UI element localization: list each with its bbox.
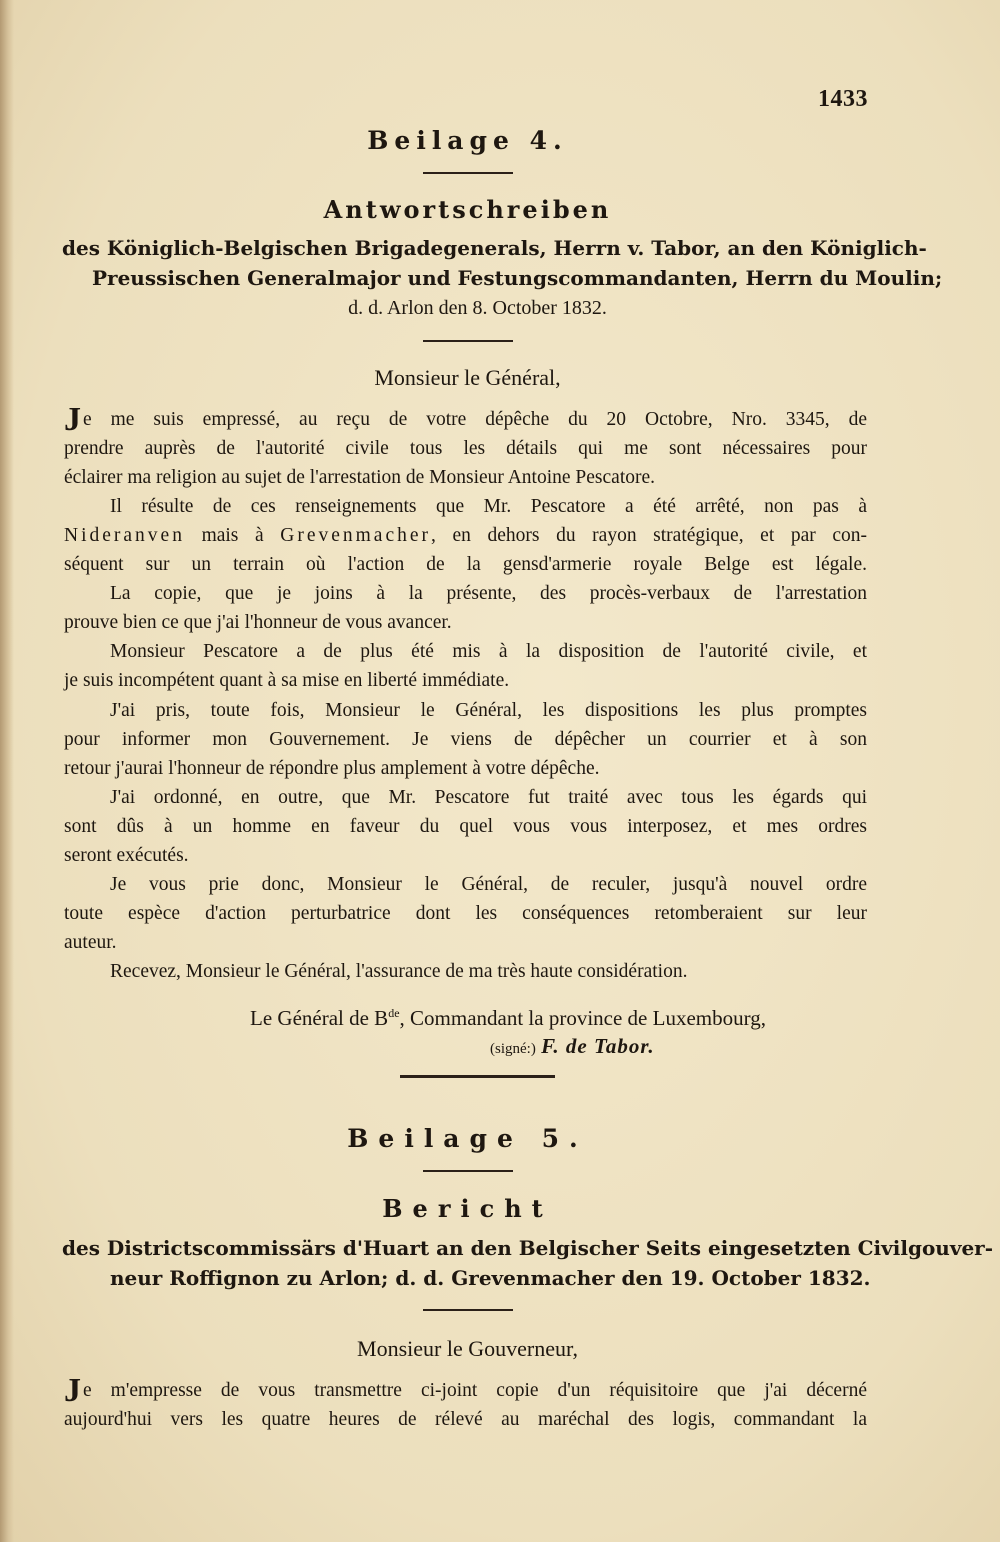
letter-line: Il résulte de ces renseignements que Mr. Pescatore a été arrêté, non pas à	[110, 496, 867, 517]
letter-line: je suis incompétent quant à sa mise en liberté immédiate.	[64, 670, 510, 691]
drop-cap: J	[64, 1372, 81, 1409]
beilage-4-title: Antwortschreiben	[323, 195, 612, 224]
beilage-4-heading: Beilage 4.	[367, 126, 568, 155]
letter-line: Je vous prie donc, Monsieur le Général, de reculer, jusqu'à nouvel ordre	[110, 874, 867, 895]
beilage-5-salutation: Monsieur le Gouverneur,	[357, 1336, 578, 1361]
letter-line: seront exécutés.	[64, 845, 189, 866]
letter-line: sont dûs à un homme en faveur du quel vous vous interposez, et mes ordres	[64, 816, 867, 837]
section-divider	[400, 1075, 555, 1078]
letter-line: prendre auprès de l'autorité civile tous les détails qui me sont nécessaires pour	[64, 438, 867, 459]
letter-line: retour j'aurai l'honneur de répondre plus amplement à votre dépêche.	[64, 758, 600, 779]
letter-line: prouve bien ce que j'ai l'honneur de vous avancer.	[64, 612, 452, 633]
letter-line: Je m'empresse de vous transmettre ci-joint copie d'un réquisitoire que j'ai décerné	[64, 1372, 867, 1409]
beilage-5-subtitle-line: neur Roffignon zu Arlon; d. d. Grevenmacher den 19. October 1832.	[110, 1266, 871, 1290]
divider	[423, 340, 513, 342]
letter-line: Nideranven mais à Grevenmacher, en dehors du rayon stratégique, et par con-	[64, 525, 868, 546]
letter-line: pour informer mon Gouvernement. Je viens de dépêcher un courrier et à son	[64, 729, 867, 750]
letter-line: Je me suis empressé, au reçu de votre dépêche du 20 Octobre, Nro. 3345, de	[64, 401, 867, 438]
letter-line: Monsieur Pescatore a de plus été mis à la disposition de l'autorité civile, et	[110, 641, 867, 662]
letter-line: éclairer ma religion au sujet de l'arrestation de Monsieur Antoine Pescatore.	[64, 467, 656, 488]
beilage-4-dateline: d. d. Arlon den 8. October 1832.	[348, 297, 607, 319]
divider	[423, 1170, 513, 1172]
beilage-4-subtitle-line: des Königlich-Belgischen Brigadegenerals, Herrn v. Tabor, an den Königlich-	[62, 236, 927, 260]
letter-line: auteur.	[64, 932, 117, 953]
divider	[423, 1309, 513, 1311]
letter-line: aujourd'hui vers les quatre heures de rélevé au maréchal des logis, commandant la	[64, 1409, 867, 1430]
beilage-4-salutation: Monsieur le Général,	[374, 365, 561, 390]
letter-line: séquent sur un terrain où l'action de la gensd'armerie royale Belge est légale.	[64, 554, 867, 575]
page-edge-shadow	[0, 0, 14, 1542]
letter-line: J'ai ordonné, en outre, que Mr. Pescatore fut traité avec tous les égards qui	[110, 787, 867, 808]
signature-title: Le Général de $B^{de}$, Commandant la province de Luxembourg,	[250, 1006, 766, 1030]
letter-line: J'ai pris, toute fois, Monsieur le Général, les dispositions les plus promptes	[110, 700, 867, 721]
page-number: 1433	[818, 86, 868, 112]
letter-line: Recevez, Monsieur le Général, l'assurance de ma très haute considération.	[110, 961, 688, 982]
drop-cap: J	[64, 401, 81, 438]
beilage-5-subtitle-line: des Districtscommissärs d'Huart an den Belgischer Seits eingesetzten Civilgouver-	[62, 1236, 994, 1260]
beilage-4-subtitle-line: Preussischen Generalmajor und Festungscommandanten, Herrn du Moulin;	[92, 266, 943, 290]
signature: (signé:) F. de Tabor.	[490, 1034, 655, 1058]
letter-line: toute espèce d'action perturbatrice dont les conséquences retomberaient sur leur	[64, 903, 867, 924]
divider	[423, 172, 513, 174]
letter-line: La copie, que je joins à la présente, des procès-verbaux de l'arrestation	[110, 583, 867, 604]
beilage-5-title: Bericht	[382, 1194, 553, 1223]
beilage-5-heading: Beilage 5.	[347, 1124, 588, 1153]
